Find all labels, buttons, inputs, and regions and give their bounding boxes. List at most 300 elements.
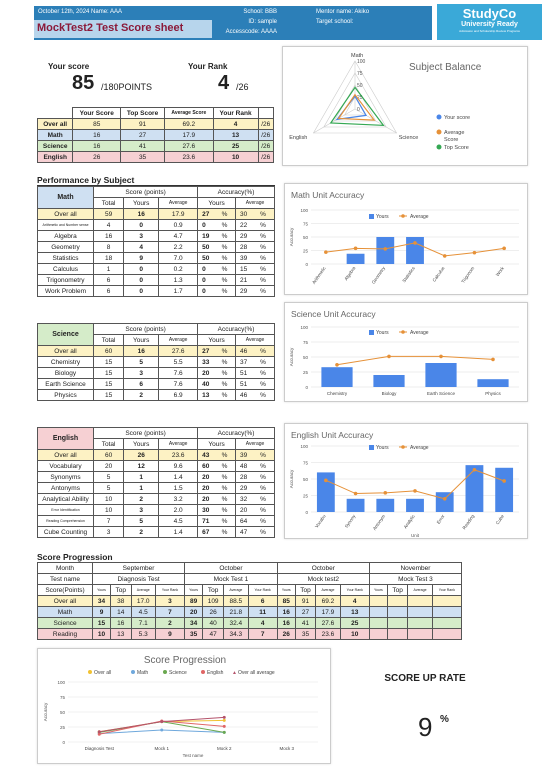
progression-cell: 4 xyxy=(340,596,369,607)
y-tick: 25 xyxy=(302,248,308,254)
unit-name: Statistics xyxy=(38,253,94,264)
series-point xyxy=(160,720,163,723)
unit-cell: % xyxy=(259,368,274,379)
unit-cell: 2 xyxy=(124,527,159,538)
unit-cell: 19 xyxy=(198,231,221,242)
legend-label: Score xyxy=(444,137,459,143)
score-header: Score (points) xyxy=(94,324,198,335)
unit-cell: % xyxy=(221,286,236,297)
unit-cell: 15 xyxy=(236,264,260,275)
subject-name: English xyxy=(38,152,73,163)
subject-header: Math xyxy=(38,187,94,209)
progression-cell: 88.5 xyxy=(224,596,248,607)
point-average xyxy=(413,241,417,245)
progression-chart-panel xyxy=(37,648,331,764)
y-tick: 50 xyxy=(59,710,65,715)
unit-cell: 1 xyxy=(94,264,124,275)
page-title: MockTest2 Test Score sheet xyxy=(37,22,184,34)
series-point xyxy=(223,716,226,719)
unit-cell: % xyxy=(259,231,274,242)
your-score-unit: /180POINTS xyxy=(101,82,153,92)
unit-cell: 0 xyxy=(198,286,221,297)
unit-cell: 0 xyxy=(124,264,159,275)
month-cell: October xyxy=(277,563,369,574)
progression-cell: 16 xyxy=(277,618,295,629)
x-tick: Diagnosis Test xyxy=(84,746,114,751)
unit-cell: 30 xyxy=(198,505,221,516)
unit-cell: 23.6 xyxy=(159,450,198,461)
score-cell: 26 xyxy=(73,152,121,163)
score-cell: 27.6 xyxy=(165,141,214,152)
score-row xyxy=(38,130,274,141)
unit-cell: 4.7 xyxy=(159,231,198,242)
unit-row xyxy=(38,461,275,472)
unit-cell: 67 xyxy=(198,527,221,538)
unit-name: Vocabulary xyxy=(38,461,94,472)
progression-cell: 21.8 xyxy=(224,607,248,618)
unit-cell: 0 xyxy=(198,220,221,231)
progression-cell: 85 xyxy=(277,596,295,607)
unit-cell: % xyxy=(221,242,236,253)
score-progression-chart xyxy=(38,649,332,765)
legend-swatch xyxy=(437,115,442,120)
unit-name: Antonyms xyxy=(38,483,94,494)
unit-cell: % xyxy=(221,275,236,286)
unit-cell: % xyxy=(259,253,274,264)
your-score-label: Your score xyxy=(48,62,90,71)
progression-cell: 26 xyxy=(203,607,224,618)
chart-title: Science Unit Accuracy xyxy=(291,309,376,319)
school: School: BBB xyxy=(243,9,277,15)
unit-row xyxy=(38,346,275,357)
subject-name: Math xyxy=(38,130,73,141)
legend-label: Average xyxy=(410,214,429,220)
score-cell: 35 xyxy=(121,152,165,163)
unit-cell: % xyxy=(259,472,274,483)
unit-row xyxy=(38,357,275,368)
progression-cell: 13 xyxy=(340,607,369,618)
legend-swatch xyxy=(369,330,374,335)
progression-cell: 89 xyxy=(185,596,203,607)
accuracy-header: Accuracy(%) xyxy=(198,428,275,439)
bar-yours xyxy=(495,468,513,512)
unit-cell: 51 xyxy=(236,368,260,379)
x-tick: Reading xyxy=(461,513,476,531)
progression-cell xyxy=(369,607,387,618)
legend-label: English xyxy=(207,670,224,676)
point-average xyxy=(383,247,387,251)
legend-label: Over all average xyxy=(238,670,275,676)
unit-cell: % xyxy=(221,231,236,242)
unit-cell: 9 xyxy=(124,253,159,264)
unit-cell: 46 xyxy=(236,390,260,401)
unit-cell: 6 xyxy=(94,275,124,286)
unit-cell: 33 xyxy=(198,357,221,368)
bar-yours xyxy=(321,367,352,387)
score-cell: 41 xyxy=(121,141,165,152)
progression-cell: 91 xyxy=(295,596,316,607)
english-table xyxy=(37,427,275,538)
mentor-name: Mentor name: Akiko xyxy=(316,9,370,15)
score-cell: /26 xyxy=(258,119,273,130)
rank-label: Your Rank xyxy=(188,62,228,71)
subject-name: Math xyxy=(38,607,93,618)
your-score-value: 85 xyxy=(72,72,95,94)
score-row xyxy=(38,119,274,130)
sub-header: Yours xyxy=(369,585,387,596)
unit-cell: 20 xyxy=(236,505,260,516)
english-unit-accuracy-chart xyxy=(285,424,529,540)
unit-cell: 20 xyxy=(94,461,124,472)
science-table xyxy=(37,323,275,401)
subject-name: Over all xyxy=(38,596,93,607)
progression-cell: 14 xyxy=(111,607,132,618)
unit-cell: % xyxy=(221,264,236,275)
point-average xyxy=(413,489,417,493)
sub-header: Total xyxy=(94,335,124,346)
y-axis-label: Accuracy xyxy=(289,469,294,489)
unit-row xyxy=(38,220,275,231)
x-axis-label: Unit xyxy=(410,533,420,538)
legend-swatch xyxy=(131,670,135,674)
unit-row xyxy=(38,527,275,538)
unit-row xyxy=(38,494,275,505)
y-tick: 100 xyxy=(300,208,308,213)
unit-cell: 20 xyxy=(198,483,221,494)
y-tick: 75 xyxy=(302,221,308,227)
month-cell: September xyxy=(93,563,185,574)
unit-cell: 2.0 xyxy=(159,505,198,516)
unit-cell: 4 xyxy=(94,220,124,231)
unit-cell: 7.6 xyxy=(159,368,198,379)
unit-row xyxy=(38,516,275,527)
unit-cell: 1 xyxy=(124,472,159,483)
unit-cell: 15 xyxy=(94,390,124,401)
legend-label: Average xyxy=(410,330,429,336)
unit-cell: % xyxy=(259,264,274,275)
sub-header: Average xyxy=(159,198,198,209)
unit-name: Trigonometry xyxy=(38,275,94,286)
unit-cell: % xyxy=(259,516,274,527)
test-name-cell: Mock test2 xyxy=(277,574,369,585)
legend-label: Top Score xyxy=(444,145,469,151)
unit-cell: 30 xyxy=(236,209,260,220)
unit-cell: 15 xyxy=(94,357,124,368)
unit-cell: 0 xyxy=(124,220,159,231)
progression-cell xyxy=(432,607,461,618)
unit-cell: % xyxy=(259,483,274,494)
unit-cell: % xyxy=(259,357,274,368)
unit-cell: 2 xyxy=(124,494,159,505)
unit-name: Reading Comprehension xyxy=(38,516,94,527)
unit-row xyxy=(38,231,275,242)
unit-cell: 6 xyxy=(124,379,159,390)
subject-name: Science xyxy=(38,618,93,629)
score-cell: 13 xyxy=(213,130,258,141)
unit-cell: % xyxy=(221,379,236,390)
progression-row xyxy=(38,596,462,607)
progression-cell: 11 xyxy=(248,607,277,618)
x-tick: Trigonom xyxy=(460,265,476,285)
x-tick: Geometry xyxy=(370,265,387,285)
score-header: Score (points) xyxy=(94,187,198,198)
progression-cell: 109 xyxy=(203,596,224,607)
target-school: Target school: xyxy=(316,19,354,25)
legend-swatch xyxy=(401,330,405,334)
month-cell: October xyxy=(185,563,278,574)
point-average xyxy=(383,491,387,495)
score-cell: 10 xyxy=(213,152,258,163)
unit-cell: 1 xyxy=(124,483,159,494)
point-average xyxy=(502,247,506,251)
progression-cell: 6 xyxy=(248,596,277,607)
x-tick: Work xyxy=(494,265,505,278)
unit-cell: % xyxy=(221,450,236,461)
point-average xyxy=(324,479,328,483)
y-axis-label: Accuracy xyxy=(289,347,294,367)
legend-label: Average xyxy=(410,445,429,451)
unit-cell: 5 xyxy=(94,483,124,494)
sub-header: Top xyxy=(111,585,132,596)
progression-cell xyxy=(369,618,387,629)
progression-cell: 23.6 xyxy=(316,629,340,640)
legend-swatch xyxy=(437,145,442,150)
unit-row xyxy=(38,472,275,483)
y-tick: 75 xyxy=(302,460,308,466)
unit-cell: % xyxy=(221,209,236,220)
header xyxy=(0,0,545,42)
sub-header: Total xyxy=(94,198,124,209)
score-row xyxy=(38,141,274,152)
score-up-value: 9 xyxy=(418,712,433,742)
unit-cell: 6 xyxy=(94,286,124,297)
unit-row xyxy=(38,242,275,253)
chart-title: English Unit Accuracy xyxy=(291,430,374,440)
unit-cell: 10 xyxy=(94,494,124,505)
score-table: Your Score Top Score Average Score Your Rank Over all 85 91 69.2 4 /26 Math 16 27 17.9 13 /26 Science 16 41 27.6 25 /26 English 26 35 23.6 10 /26 xyxy=(37,107,274,163)
progression-cell: 7 xyxy=(248,629,277,640)
legend-swatch xyxy=(369,214,374,219)
unit-cell: 20 xyxy=(198,494,221,505)
score-cell: 4 xyxy=(213,119,258,130)
progression-cell: 27.6 xyxy=(316,618,340,629)
unit-name: Geometry xyxy=(38,242,94,253)
unit-cell: 71 xyxy=(198,516,221,527)
progression-cell: 10 xyxy=(340,629,369,640)
progression-cell xyxy=(387,629,408,640)
y-tick: 50 xyxy=(302,477,308,482)
legend-swatch xyxy=(88,670,92,674)
x-tick: Vocabu xyxy=(313,513,327,529)
unit-cell: % xyxy=(221,253,236,264)
unit-cell: 21 xyxy=(236,275,260,286)
test-name-cell: Diagnosis Test xyxy=(93,574,185,585)
unit-cell: 16 xyxy=(94,231,124,242)
unit-cell: 1.3 xyxy=(159,275,198,286)
progression-cell: 35 xyxy=(185,629,203,640)
series-point xyxy=(223,731,226,734)
legend-label: Yours xyxy=(376,214,389,220)
unit-cell: 43 xyxy=(198,450,221,461)
progression-cell xyxy=(432,629,461,640)
sub-header: Average xyxy=(159,335,198,346)
unit-cell: 60 xyxy=(94,346,124,357)
y-tick: 0 xyxy=(62,740,65,745)
radar-axis-label: English xyxy=(289,135,308,141)
legend-label: Your score xyxy=(444,115,471,121)
y-tick: 75 xyxy=(59,695,65,700)
accuracy-header: Accuracy(%) xyxy=(198,187,275,198)
month-cell: November xyxy=(369,563,461,574)
line-average xyxy=(337,356,493,364)
point-average xyxy=(443,254,447,258)
x-tick: Mock 1 xyxy=(154,746,170,751)
accesscode: Accesscode: AAAA xyxy=(225,29,277,35)
unit-cell: 0 xyxy=(124,286,159,297)
unit-cell: 16 xyxy=(124,209,159,220)
unit-cell: 20 xyxy=(198,368,221,379)
bar-yours xyxy=(347,499,365,512)
series-point xyxy=(160,729,163,732)
x-tick: Earth Science xyxy=(426,391,456,396)
x-tick: Error xyxy=(435,513,446,525)
point-average xyxy=(335,363,339,367)
legend-label: Yours xyxy=(376,445,389,451)
progression-cell: 16 xyxy=(277,607,295,618)
progression-cell xyxy=(408,629,432,640)
bar-yours xyxy=(317,472,335,512)
unit-row xyxy=(38,450,275,461)
test-name-cell: Mock Test 3 xyxy=(369,574,461,585)
unit-cell: 1.4 xyxy=(159,527,198,538)
y-axis-label: Accuracy xyxy=(289,227,294,247)
legend-swatch xyxy=(369,445,374,450)
score-header: Score (points) xyxy=(94,428,198,439)
progression-cell: 25 xyxy=(340,618,369,629)
math-chart-panel xyxy=(284,183,528,295)
unit-cell: 3 xyxy=(124,368,159,379)
progression-cell: 16 xyxy=(111,618,132,629)
unit-cell: 0 xyxy=(198,264,221,275)
y-tick: 25 xyxy=(302,370,308,375)
progression-cell xyxy=(387,618,408,629)
unit-cell: 50 xyxy=(198,253,221,264)
y-tick: 100 xyxy=(57,680,65,685)
unit-cell: 51 xyxy=(236,379,260,390)
unit-name: Algebra xyxy=(38,231,94,242)
unit-name: Error Identification xyxy=(38,505,94,516)
unit-cell: 0 xyxy=(124,275,159,286)
x-tick: Mock 2 xyxy=(216,746,232,751)
unit-cell: 3 xyxy=(94,527,124,538)
x-tick: Arithmetic xyxy=(311,265,327,285)
unit-name: Arithmetic and Number sense xyxy=(38,220,94,231)
y-tick: 75 xyxy=(302,340,308,345)
unit-cell: % xyxy=(259,242,274,253)
unit-cell: 7.6 xyxy=(159,379,198,390)
progression-cell: 15 xyxy=(93,618,111,629)
sub-header: Your Rank xyxy=(155,585,184,596)
legend-label: Science xyxy=(169,670,187,676)
score-points-label: Score(Points) xyxy=(38,585,93,596)
progression-row xyxy=(38,607,462,618)
score-cell: 85 xyxy=(73,119,121,130)
math-unit-accuracy-chart xyxy=(285,184,529,296)
unit-cell: 2.2 xyxy=(159,242,198,253)
score-up-label: SCORE UP RATE xyxy=(384,673,466,684)
unit-cell: % xyxy=(221,472,236,483)
bar-yours xyxy=(425,363,456,387)
month-label: Month xyxy=(38,563,93,574)
science-chart-panel xyxy=(284,302,528,402)
sub-header: Top xyxy=(203,585,224,596)
unit-cell: % xyxy=(221,390,236,401)
radar-tick: 25 xyxy=(357,95,363,101)
unit-cell: % xyxy=(259,505,274,516)
legend-label: Math xyxy=(137,670,149,676)
progression-cell: 35 xyxy=(295,629,316,640)
sub-header: Average xyxy=(224,585,248,596)
unit-name: Synonyms xyxy=(38,472,94,483)
progression-cell: 9 xyxy=(155,629,184,640)
subject-name: Over all xyxy=(38,119,73,130)
unit-cell: 18 xyxy=(94,253,124,264)
unit-cell: 9.6 xyxy=(159,461,198,472)
unit-cell: % xyxy=(221,346,236,357)
unit-cell: % xyxy=(221,461,236,472)
unit-cell: 29 xyxy=(236,483,260,494)
x-tick: Antonym xyxy=(371,513,387,532)
legend-swatch xyxy=(437,130,442,135)
unit-cell: 7.0 xyxy=(159,253,198,264)
unit-cell: 4.5 xyxy=(159,516,198,527)
point-average xyxy=(387,355,391,359)
progression-cell: 40 xyxy=(203,618,224,629)
progression-cell: 7 xyxy=(155,607,184,618)
unit-cell: 10 xyxy=(94,505,124,516)
chart-title: Score Progression xyxy=(143,655,227,666)
progression-cell: 26 xyxy=(277,629,295,640)
legend-label: Over all xyxy=(94,670,112,676)
series-point xyxy=(98,730,101,733)
x-tick: Synony xyxy=(343,513,357,529)
unit-cell: % xyxy=(259,461,274,472)
unit-cell: % xyxy=(259,494,274,505)
unit-row xyxy=(38,286,275,297)
unit-cell: 0 xyxy=(198,275,221,286)
unit-cell: 28 xyxy=(236,242,260,253)
point-average xyxy=(354,247,358,251)
unit-cell: % xyxy=(221,220,236,231)
unit-cell: 59 xyxy=(94,209,124,220)
science-unit-accuracy-chart xyxy=(285,303,529,403)
unit-cell: % xyxy=(221,505,236,516)
x-tick: Biology xyxy=(381,391,397,396)
progression-cell: 34 xyxy=(185,618,203,629)
progression-cell xyxy=(387,596,408,607)
unit-cell: % xyxy=(221,357,236,368)
unit-cell: 6.9 xyxy=(159,390,198,401)
progression-title: Score Progression xyxy=(37,552,113,562)
radar-tick: 75 xyxy=(357,71,363,77)
subject-header: English xyxy=(38,428,94,450)
unit-cell: 3.2 xyxy=(159,494,198,505)
radar-tick: 0 xyxy=(357,107,360,113)
unit-cell: 7 xyxy=(94,516,124,527)
y-tick: 100 xyxy=(300,325,308,330)
point-average xyxy=(439,355,443,359)
progression-row xyxy=(38,629,462,640)
